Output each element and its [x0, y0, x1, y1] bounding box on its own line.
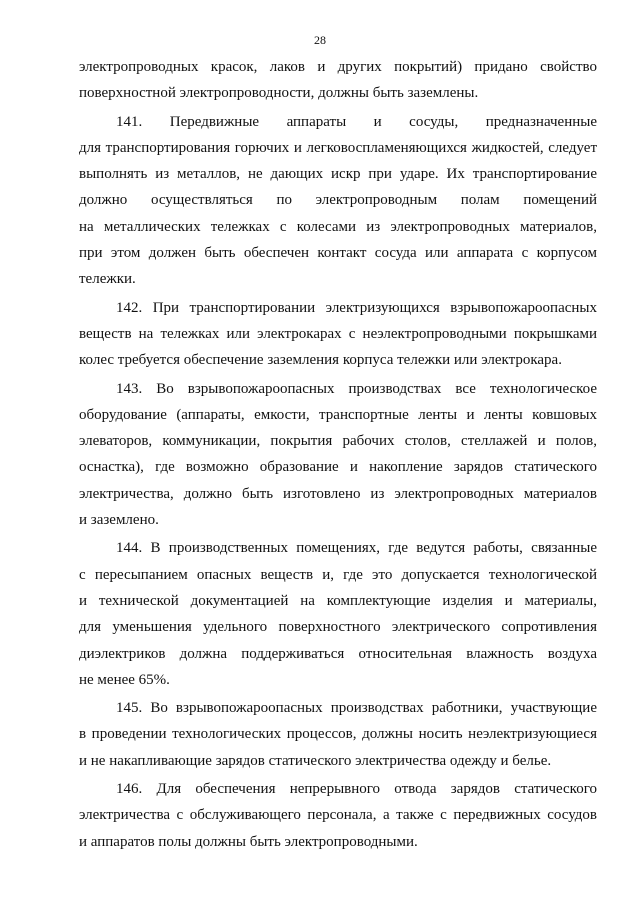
text-line: электропроводных красок, лаков и других покрытий) придано свойство: [79, 59, 597, 75]
text-line: выполнять из металлов, не дающих искр при ударе. Их транспортирование: [79, 166, 597, 183]
text-line: электричества с обслуживающего персонала, а также с передвижных сосудов: [79, 807, 597, 824]
text-line: диэлектриков должна поддерживаться относительная влажность воздуха: [79, 645, 597, 662]
paragraph-144: [79, 535, 597, 693]
text-line: 142. При транспортировании электризующихся взрывопожароопасных: [116, 299, 597, 316]
paragraph-142: [79, 295, 597, 374]
text-line: и аппаратов полы должны быть электропроводными.: [79, 833, 418, 850]
document-body: [79, 54, 597, 855]
text-line: для транспортирования горючих и легковоспламеняющихся жидкостей, следует: [79, 139, 597, 156]
paragraph-continuation: [79, 54, 597, 107]
text-line: 146. Для обеспечения непрерывного отвода зарядов статического: [116, 781, 597, 798]
text-line: тележки.: [79, 271, 136, 288]
text-line: и не накапливающие зарядов статического электричества одежду и белье.: [79, 752, 552, 769]
text-line: колес требуется обеспечение заземления корпуса тележки или электрокара.: [79, 352, 562, 369]
text-line: электричества, должно быть изготовлено из электропроводных материалов: [79, 485, 597, 502]
paragraph-141: [79, 109, 597, 293]
text-line: оснастка), где возможно образование и накопление зарядов статического: [79, 459, 597, 476]
text-line: 145. Во взрывопожароопасных производствах работники, участвующие: [116, 700, 597, 717]
text-line: 144. В производственных помещениях, где ведутся работы, связанные: [116, 540, 597, 557]
text-line: 141. Передвижные аппараты и сосуды, предназначенные: [116, 113, 597, 130]
text-line: не менее 65%.: [79, 671, 170, 688]
text-line: для уменьшения удельного поверхностного электрического сопротивления: [79, 619, 597, 636]
paragraph-146: [79, 776, 597, 855]
page-number: 28: [314, 33, 326, 47]
paragraph-143: [79, 376, 597, 534]
text-line: на металлических тележках с колесами из электропроводных материалов,: [79, 218, 597, 235]
text-line: в проведении технологических процессов, должны носить неэлектризующиеся: [79, 726, 597, 743]
paragraph-145: [79, 695, 597, 774]
text-line: должно осуществляться по электропроводным полам помещений: [79, 192, 597, 209]
text-line: и заземлено.: [79, 512, 159, 529]
text-line: веществ на тележках или электрокарах с неэлектропроводными покрышками: [79, 325, 597, 342]
text-line: при этом должен быть обеспечен контакт сосуда или аппарата с корпусом: [79, 245, 597, 262]
text-line: 143. Во взрывопожароопасных производствах все технологическое: [116, 380, 597, 397]
text-line: элеваторов, коммуникации, покрытия рабочих столов, стеллажей и полов,: [79, 433, 597, 450]
text-line: и технической документацией на комплектующие изделия и материалы,: [79, 592, 597, 609]
text-line: поверхностной электропроводности, должны быть заземлены.: [79, 85, 479, 102]
text-line: с пересыпанием опасных веществ и, где это допускается технологической: [79, 566, 597, 583]
text-line: оборудование (аппараты, емкости, транспортные ленты и ленты ковшовых: [79, 406, 597, 423]
